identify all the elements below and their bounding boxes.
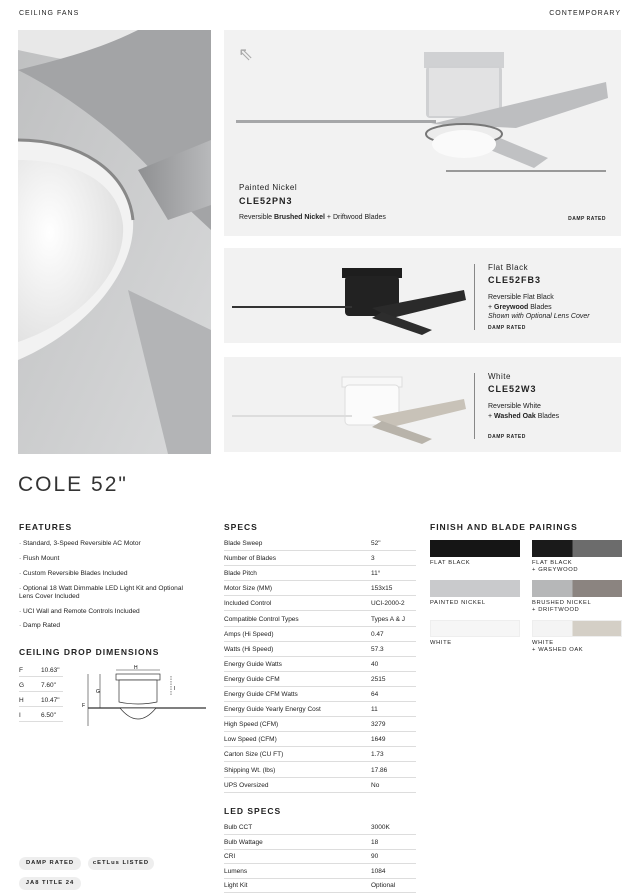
spec-key: Motor Size (MM) <box>224 585 273 593</box>
painted-nickel-fan-image <box>236 50 616 180</box>
spec-key: Low Speed (CFM) <box>224 736 277 744</box>
spec-key: Carton Size (CU FT) <box>224 751 284 759</box>
spec-row <box>224 536 416 551</box>
finish-swatch-label: WHITE <box>430 640 452 646</box>
spec-key: Energy Guide Watts <box>224 660 282 668</box>
divider <box>474 373 475 439</box>
spec-row <box>224 849 416 864</box>
spec-value: 1.73 <box>371 751 384 759</box>
spec-row <box>224 687 416 702</box>
feature-item: · Custom Reversible Blades Included <box>19 570 128 577</box>
finish-swatch <box>532 620 622 637</box>
white-code: CLE52W3 <box>488 384 537 394</box>
divider <box>474 264 475 330</box>
spec-row <box>224 878 416 893</box>
spec-value: 11 <box>371 706 378 714</box>
spec-value: 3 <box>371 555 375 563</box>
feature-item: · UCI Wall and Remote Controls Included <box>19 608 140 615</box>
painted-nickel-code: CLE52PN3 <box>239 196 293 206</box>
spec-row <box>224 820 416 835</box>
feature-item: · Damp Rated <box>19 622 61 629</box>
flat-black-damp: DAMP RATED <box>488 325 526 331</box>
dim-label-i: I <box>174 686 176 692</box>
finish-swatch <box>532 540 622 557</box>
spec-row <box>224 566 416 581</box>
spec-row <box>224 596 416 611</box>
led-specs-heading: LED SPECS <box>224 806 282 816</box>
spec-value: 52" <box>371 540 381 547</box>
arrow-up-left-icon: ⇖ <box>238 44 254 64</box>
dim-label-g: G <box>96 689 100 695</box>
spec-row <box>224 672 416 687</box>
finish-swatch <box>532 580 622 597</box>
spec-key: Included Control <box>224 600 272 608</box>
spec-value: 18 <box>371 838 379 846</box>
spec-value: 11° <box>371 570 381 578</box>
spec-key: Compatible Control Types <box>224 615 299 623</box>
spec-value: Optional <box>371 882 396 890</box>
spec-key: Bulb Wattage <box>224 838 263 846</box>
spec-value: 40 <box>371 660 379 668</box>
spec-key: Watts (Hi Speed) <box>224 645 274 653</box>
spec-key: Bulb CCT <box>224 824 253 831</box>
led-specs-table <box>224 820 416 896</box>
product-panel-white <box>224 357 621 452</box>
product-panel-flat-black <box>224 248 621 343</box>
spec-row <box>224 778 416 793</box>
painted-nickel-finish: Painted Nickel <box>239 183 298 192</box>
feature-item: · Standard, 3-Speed Reversible AC Motor <box>19 540 141 547</box>
white-desc: Reversible White + Washed Oak Blades <box>488 403 560 420</box>
dimension-row: G 7.60" <box>19 679 63 692</box>
dimensions-heading: CEILING DROP DIMENSIONS <box>19 647 160 657</box>
page-title: COLE 52" <box>18 473 128 496</box>
dimension-row: F 10.63" <box>19 664 63 677</box>
spec-value: 90 <box>371 853 379 861</box>
spec-key: Light Kit <box>224 882 248 890</box>
flat-black-desc: Reversible Flat Black + Greywood Blades Shown with Optional Lens Cover <box>488 294 590 320</box>
spec-key: Lumens <box>224 867 248 875</box>
pairings-grid <box>430 540 622 660</box>
spec-value: 57.3 <box>371 645 384 653</box>
finish-swatch <box>430 540 520 557</box>
pairings-heading: FINISH AND BLADE PAIRINGS <box>430 522 578 532</box>
spec-key: Energy Guide Yearly Energy Cost <box>224 706 321 714</box>
spec-value: 3279 <box>371 721 386 729</box>
finish-swatch-label: BRUSHED NICKEL + DRIFTWOOD <box>532 600 592 613</box>
specs-table <box>224 536 416 796</box>
spec-row <box>224 551 416 566</box>
dimension-row: I 6.50" <box>19 709 63 722</box>
spec-key: Shipping Wt. (lbs) <box>224 766 276 774</box>
finish-swatch-label: FLAT BLACK + GREYWOOD <box>532 560 579 573</box>
spec-value: UCI-2000-2 <box>371 600 405 608</box>
spec-row <box>224 581 416 596</box>
spec-value: 1084 <box>371 867 386 875</box>
spec-key: High Speed (CFM) <box>224 721 279 729</box>
spec-key: UPS Oversized <box>224 781 269 789</box>
finish-swatch-label: PAINTED NICKEL <box>430 600 486 606</box>
spec-key: Blade Sweep <box>224 540 263 547</box>
finish-swatch-label: FLAT BLACK <box>430 560 471 566</box>
feature-item: · Optional 18 Watt Dimmable LED Light Kit and Optional Lens Cover Included <box>19 585 183 600</box>
etl-listed-badge: cETLus LISTED <box>88 857 154 870</box>
flat-black-fan-image <box>232 260 472 335</box>
painted-nickel-desc: Reversible Brushed Nickel + Driftwood Blades <box>239 214 386 221</box>
flat-black-finish: Flat Black <box>488 263 529 272</box>
spec-row <box>224 717 416 732</box>
spec-row <box>224 612 416 627</box>
spec-row <box>224 864 416 879</box>
finish-swatch <box>430 620 520 637</box>
finish-swatch <box>430 580 520 597</box>
spec-value: 2515 <box>371 675 386 683</box>
dimension-row: H 10.47" <box>19 694 63 707</box>
ja8-badge: JA8 TITLE 24 <box>19 877 81 890</box>
style-label: CONTEMPORARY <box>549 10 621 17</box>
drop-dimension-diagram <box>82 664 210 734</box>
white-finish: White <box>488 372 511 381</box>
finish-swatch-label: WHITE + WASHED OAK <box>532 640 584 653</box>
spec-key: Number of Blades <box>224 555 277 563</box>
closeup-photo <box>18 30 211 454</box>
flat-black-code: CLE52FB3 <box>488 275 542 285</box>
spec-row <box>224 747 416 762</box>
spec-row <box>224 642 416 657</box>
spec-value: 153x15 <box>371 585 393 593</box>
spec-value: Types A & J <box>371 615 405 623</box>
spec-row <box>224 732 416 747</box>
damp-rated-badge: DAMP RATED <box>19 857 81 870</box>
white-fan-image <box>232 369 472 444</box>
spec-row <box>224 763 416 778</box>
features-heading: FEATURES <box>19 522 73 532</box>
spec-value: No <box>371 781 380 789</box>
spec-key: Amps (Hi Speed) <box>224 630 274 638</box>
spec-value: 3000K <box>371 824 390 831</box>
spec-key: Energy Guide CFM <box>224 675 280 683</box>
spec-key: Energy Guide CFM Watts <box>224 691 298 698</box>
spec-value: 64 <box>371 691 379 698</box>
category-label: CEILING FANS <box>19 10 80 17</box>
spec-row <box>224 657 416 672</box>
spec-row <box>224 702 416 717</box>
painted-nickel-damp: DAMP RATED <box>568 216 606 222</box>
spec-key: CRI <box>224 853 236 861</box>
white-damp: DAMP RATED <box>488 434 526 440</box>
spec-row <box>224 627 416 642</box>
spec-value: 0.47 <box>371 630 384 638</box>
dim-label-f: F <box>82 703 86 709</box>
spec-value: 1649 <box>371 736 386 744</box>
specs-heading: SPECS <box>224 522 258 532</box>
dim-label-h: H <box>134 665 138 671</box>
spec-row <box>224 835 416 850</box>
product-panel-painted-nickel <box>224 30 621 236</box>
spec-value: 17.86 <box>371 766 388 774</box>
spec-key: Blade Pitch <box>224 570 257 578</box>
feature-item: · Flush Mount <box>19 555 60 562</box>
